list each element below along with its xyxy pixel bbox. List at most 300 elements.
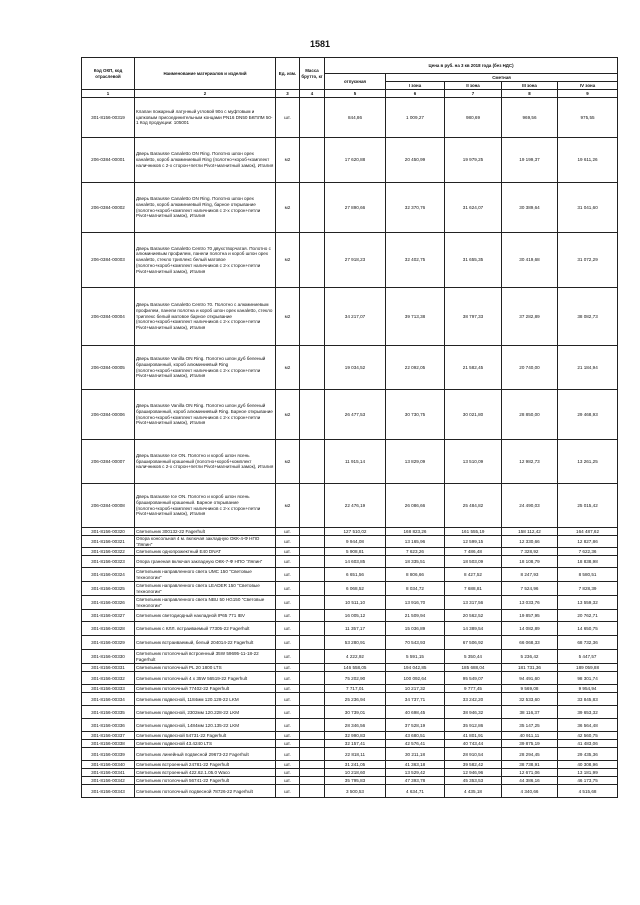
row-zone-1-price: 168 823,26 (386, 528, 445, 536)
row-zone-4-price: 8 580,51 (558, 568, 618, 582)
row-name: Светильник потолочный 56741-22 Fagerhult (135, 777, 276, 785)
row-code: 206-0384-00008 (82, 484, 135, 528)
row-zone-3-price: 32 533,60 (502, 693, 558, 706)
row-code: 301-8156-00320 (82, 528, 135, 536)
row-release-price: 146 558,05 (325, 664, 386, 672)
row-release-price: 16 005,12 (325, 610, 386, 622)
row-zone-4-price: 4 515,68 (558, 785, 618, 798)
row-name: Светильник подвесной 43.4240 LTS (135, 740, 276, 748)
row-code: 301-8156-00336 (82, 719, 135, 732)
row-code: 301-8156-00327 (82, 610, 135, 622)
row-zone-4-price: 975,55 (558, 98, 618, 138)
row-zone-1-price: 34 737,71 (386, 693, 445, 706)
row-unit: м2 (276, 183, 300, 233)
row-zone-1-price: 22 092,05 (386, 346, 445, 390)
row-code: 301-8156-00331 (82, 664, 135, 672)
row-unit: шт. (276, 568, 300, 582)
row-name: Дверь Barausse Ice ON. Полотно и короб шпон ясень браширoванный крашеный (полотно+короб+комплект наличников с 2-х сторон+петли Pivot+магнитный замок), Италия (135, 440, 276, 484)
row-zone-1-price: 8 806,66 (386, 568, 445, 582)
row-unit: шт. (276, 769, 300, 777)
row-name: Светильник однопрожектный Е40 DNAT (135, 548, 276, 556)
table-row (82, 346, 618, 390)
row-name: Светильник потолочный 77402-22 Fagerhult (135, 685, 276, 693)
row-code: 301-8156-00337 (82, 732, 135, 740)
row-name: Светильник направленного света UMC 150 "Световые технологии" (135, 568, 276, 582)
row-zone-4-price: 41 483,06 (558, 740, 618, 748)
table-row (82, 719, 618, 732)
row-zone-3-price: 8 247,93 (502, 568, 558, 582)
row-zone-4-price: 7 828,39 (558, 582, 618, 596)
table-row (82, 685, 618, 693)
table-row (82, 740, 618, 748)
row-zone-1-price: 43 680,51 (386, 732, 445, 740)
row-zone-4-price: 36 564,48 (558, 719, 618, 732)
row-mass (300, 484, 325, 528)
row-unit: м2 (276, 390, 300, 440)
header-price-title: Цена в руб. на 3 кв 2018 года (без НДС) (325, 58, 618, 74)
row-zone-4-price: 42 560,75 (558, 732, 618, 740)
row-name: Опора консольная 4 м. включая закладную ОКК-4-Ф НПО "Ляпин" (135, 536, 276, 548)
row-code: 301-8156-00323 (82, 556, 135, 568)
col-number: 1 (82, 90, 135, 98)
row-release-price: 34 217,07 (325, 288, 386, 346)
row-zone-4-price: 18 838,98 (558, 556, 618, 568)
row-code: 301-8156-00341 (82, 769, 135, 777)
row-zone-3-price: 12 330,66 (502, 536, 558, 548)
row-unit: шт. (276, 693, 300, 706)
row-zone-4-price: 25 015,42 (558, 484, 618, 528)
row-release-price: 10 218,60 (325, 769, 386, 777)
row-zone-1-price: 100 092,64 (386, 672, 445, 685)
header-unit: Ед. изм. (276, 58, 300, 90)
row-zone-2-price: 13 510,09 (445, 440, 502, 484)
row-release-price: 4 222,92 (325, 650, 386, 664)
row-zone-4-price: 14 650,75 (558, 622, 618, 636)
row-zone-2-price: 40 743,44 (445, 740, 502, 748)
row-zone-4-price: 20 762,71 (558, 610, 618, 622)
row-zone-3-price: 19 199,37 (502, 138, 558, 183)
row-code: 301-8156-00325 (82, 582, 135, 596)
row-zone-1-price: 70 543,93 (386, 636, 445, 650)
row-release-price: 7 717,01 (325, 685, 386, 693)
row-unit: шт. (276, 748, 300, 761)
row-mass (300, 582, 325, 596)
table-row (82, 440, 618, 484)
table-row (82, 233, 618, 288)
row-mass (300, 556, 325, 568)
header-zone-2: II зона (445, 82, 502, 90)
row-name: Светильник подвесной, 1484мм 120.135-22 LKM (135, 719, 276, 732)
row-zone-1-price: 8 034,72 (386, 582, 445, 596)
row-zone-3-price: 7 328,92 (502, 548, 558, 556)
row-name: Светильник потолочный PL 20 1800 LTS (135, 664, 276, 672)
row-release-price: 9 944,08 (325, 536, 386, 548)
row-release-price: 27 890,66 (325, 183, 386, 233)
header-release-price: отпускная (325, 74, 386, 90)
row-zone-2-price: 30 021,80 (445, 390, 502, 440)
table-row (82, 183, 618, 233)
table-row (82, 761, 618, 769)
table-row (82, 610, 618, 622)
row-zone-3-price: 30 389,64 (502, 183, 558, 233)
row-zone-2-price: 18 503,09 (445, 556, 502, 568)
row-zone-4-price: 13 261,25 (558, 440, 618, 484)
row-zone-4-price: 40 308,96 (558, 761, 618, 769)
col-number: 4 (300, 90, 325, 98)
row-unit: шт. (276, 740, 300, 748)
row-zone-4-price: 164 487,62 (558, 528, 618, 536)
row-zone-2-price: 95 549,07 (445, 672, 502, 685)
row-mass (300, 740, 325, 748)
row-unit: шт. (276, 536, 300, 548)
row-zone-2-price: 13 317,56 (445, 596, 502, 610)
col-number: 3 (276, 90, 300, 98)
row-zone-3-price: 30 419,68 (502, 233, 558, 288)
table-row (82, 138, 618, 183)
row-release-price: 75 202,90 (325, 672, 386, 685)
table-row (82, 536, 618, 548)
row-zone-1-price: 30 211,18 (386, 748, 445, 761)
row-zone-2-price: 25 484,82 (445, 484, 502, 528)
row-zone-3-price: 969,56 (502, 98, 558, 138)
row-name: Клапан пожарный латунный угловой 90о с муфтовым и цапковым присоединительным концами PN16 DN50 БКПЛМ 50-1 Код продукции: 105001 (135, 98, 276, 138)
header-name: Наименование материалов и изделий (135, 58, 276, 90)
col-number: 5 (325, 90, 386, 98)
row-zone-2-price: 20 562,52 (445, 610, 502, 622)
row-release-price: 11 357,17 (325, 622, 386, 636)
row-mass (300, 536, 325, 548)
row-mass (300, 288, 325, 346)
row-code: 301-8156-00332 (82, 672, 135, 685)
table-row (82, 596, 618, 610)
row-name: Светильник направленного света NBU 50 HG150 "Световые технологии" (135, 596, 276, 610)
row-zone-2-price: 38 946,32 (445, 706, 502, 719)
table-row (82, 777, 618, 785)
row-zone-4-price: 9 954,94 (558, 685, 618, 693)
row-zone-4-price: 68 732,36 (558, 636, 618, 650)
row-code: 206-0384-00004 (82, 288, 135, 346)
row-zone-1-price: 32 370,76 (386, 183, 445, 233)
row-zone-3-price: 38 116,37 (502, 706, 558, 719)
row-name: Светильник 300132-22 Fagerhult (135, 528, 276, 536)
row-mass (300, 706, 325, 719)
row-code: 301-8156-00334 (82, 693, 135, 706)
row-zone-3-price: 5 236,42 (502, 650, 558, 664)
row-unit: шт. (276, 98, 300, 138)
row-zone-2-price: 185 688,04 (445, 664, 502, 672)
table-row (82, 664, 618, 672)
row-code: 301-8156-00324 (82, 568, 135, 582)
row-name: Светильник светодиодный накладной IP65 771 IBV (135, 610, 276, 622)
table-row (82, 98, 618, 138)
table-row (82, 528, 618, 536)
row-unit: шт. (276, 622, 300, 636)
row-unit: м2 (276, 288, 300, 346)
row-zone-4-price: 33 845,83 (558, 693, 618, 706)
row-unit: м2 (276, 440, 300, 484)
row-zone-2-price: 12 946,96 (445, 769, 502, 777)
row-zone-3-price: 181 731,36 (502, 664, 558, 672)
row-release-price: 22 476,19 (325, 484, 386, 528)
table-row (82, 568, 618, 582)
row-name: Светильник подвесной, 1184мм 120.128-22 LKM (135, 693, 276, 706)
header-estimate-price: Сметная (386, 74, 618, 82)
row-mass (300, 672, 325, 685)
row-zone-4-price: 13 559,32 (558, 596, 618, 610)
row-name: Светильник направленного света LEADER 150 "Световые технологии" (135, 582, 276, 596)
table-row (82, 622, 618, 636)
row-zone-1-price: 26 086,66 (386, 484, 445, 528)
row-zone-3-price: 66 068,33 (502, 636, 558, 650)
row-zone-2-price: 45 353,53 (445, 777, 502, 785)
row-unit: шт. (276, 528, 300, 536)
row-code: 301-8156-00342 (82, 777, 135, 785)
row-code: 301-8156-00343 (82, 785, 135, 798)
row-release-price: 10 511,10 (325, 596, 386, 610)
row-zone-3-price: 94 491,60 (502, 672, 558, 685)
row-release-price: 30 739,01 (325, 706, 386, 719)
row-release-price: 32 990,83 (325, 732, 386, 740)
row-mass (300, 777, 325, 785)
row-mass (300, 685, 325, 693)
row-zone-4-price: 189 059,88 (558, 664, 618, 672)
table-row (82, 548, 618, 556)
row-code: 206-0384-00007 (82, 440, 135, 484)
row-name: Дверь Barausse Canaletto ON Ring. Полотно шпон орех канaletto, короб алюминиевый Ring, барное открывание (полотно+короб+комплект наличников с 2-х сторон+петли Pivot+магнитный замок), Италия (135, 183, 276, 233)
row-release-price: 26 477,53 (325, 390, 386, 440)
row-zone-4-price: 31 072,29 (558, 233, 618, 288)
row-zone-1-price: 21 509,94 (386, 610, 445, 622)
row-zone-1-price: 194 042,85 (386, 664, 445, 672)
row-release-price: 32 157,41 (325, 740, 386, 748)
page-number: 1581 (309, 39, 331, 49)
table-row (82, 769, 618, 777)
row-zone-2-price: 21 582,45 (445, 346, 502, 390)
row-mass (300, 596, 325, 610)
row-zone-1-price: 13 529,42 (386, 769, 445, 777)
row-name: Дверь Barausse Vanilla ON Ring. Полотно шпон дуб беленый браширoванный, короб алюминиевый Ring. Барное открывание (полотно+короб+комплект наличников с 2-х сторон+петли Pivot+магнитный замок), Италия (135, 390, 276, 440)
row-zone-3-price: 13 033,76 (502, 596, 558, 610)
row-mass (300, 664, 325, 672)
row-unit: м2 (276, 233, 300, 288)
row-zone-1-price: 4 634,71 (386, 785, 445, 798)
row-zone-3-price: 40 911,11 (502, 732, 558, 740)
row-unit: шт. (276, 610, 300, 622)
row-code: 206-0384-00005 (82, 346, 135, 390)
row-zone-2-price: 35 912,86 (445, 719, 502, 732)
row-unit: шт. (276, 596, 300, 610)
row-code: 301-8156-00326 (82, 596, 135, 610)
col-number: 9 (558, 90, 618, 98)
row-zone-3-price: 12 982,73 (502, 440, 558, 484)
row-code: 301-8156-00338 (82, 740, 135, 748)
row-unit: шт. (276, 777, 300, 785)
row-release-price: 22 818,11 (325, 748, 386, 761)
row-unit: шт. (276, 636, 300, 650)
row-code: 301-8156-00330 (82, 650, 135, 664)
header-code: Код ОКП, код отраслевой (82, 58, 135, 90)
row-name: Дверь Barausse Vanilla ON Ring. Полотно шпон дуб беленый браширoванный, короб алюминиевый Ring (полотно+короб+комплект наличников с 2-х сторон+петли Pivot+магнитный замок), Италия (135, 346, 276, 390)
table-row (82, 556, 618, 568)
row-zone-2-price: 33 242,20 (445, 693, 502, 706)
row-zone-4-price: 31 041,60 (558, 183, 618, 233)
row-name: Дверь Barausse Canaletto Centro 70. Полотно с алюминиевым профилем, панели полотна и короб шпон орех канaletto, стекло триплекс белый матовое барное открывание (полотно+короб+комплект наличников с 2-х сторон+петли Pivot+магнитный замок), Италия (135, 288, 276, 346)
row-code: 301-8156-00335 (82, 706, 135, 719)
row-code: 206-0384-00001 (82, 138, 135, 183)
row-unit: шт. (276, 785, 300, 798)
row-zone-3-price: 4 340,66 (502, 785, 558, 798)
row-zone-2-price: 39 582,42 (445, 761, 502, 769)
row-mass (300, 528, 325, 536)
row-mass (300, 183, 325, 233)
row-zone-4-price: 5 447,57 (558, 650, 618, 664)
row-zone-4-price: 29 435,36 (558, 748, 618, 761)
row-zone-4-price: 12 827,86 (558, 536, 618, 548)
row-zone-3-price: 18 108,79 (502, 556, 558, 568)
col-number: 2 (135, 90, 276, 98)
row-mass (300, 440, 325, 484)
row-zone-3-price: 14 082,89 (502, 622, 558, 636)
row-unit: шт. (276, 719, 300, 732)
row-mass (300, 610, 325, 622)
row-name: Светильник с КЛЛ. встраиваемый 77305-22 Fagerhult (135, 622, 276, 636)
row-zone-1-price: 40 698,45 (386, 706, 445, 719)
row-zone-2-price: 4 435,18 (445, 785, 502, 798)
row-unit: шт. (276, 685, 300, 693)
row-zone-1-price: 39 713,38 (386, 288, 445, 346)
row-zone-3-price: 39 875,19 (502, 740, 558, 748)
row-zone-3-price: 38 738,91 (502, 761, 558, 769)
row-name: Светильник подвесной, 2302мм 120.228-22 LKM (135, 706, 276, 719)
row-name: Светильник встроенный 24781-22 Fagerhult (135, 761, 276, 769)
header-zone-4: IV зона (558, 82, 618, 90)
table-row (82, 390, 618, 440)
row-name: Светильник потолочный 4 x 35W 56519-22 Fagerhult (135, 672, 276, 685)
row-zone-1-price: 32 402,75 (386, 233, 445, 288)
row-release-price: 5 908,81 (325, 548, 386, 556)
row-mass (300, 233, 325, 288)
row-zone-2-price: 67 506,92 (445, 636, 502, 650)
row-mass (300, 622, 325, 636)
row-code: 301-8156-00329 (82, 636, 135, 650)
row-code: 301-8156-00340 (82, 761, 135, 769)
row-mass (300, 785, 325, 798)
row-mass (300, 138, 325, 183)
row-zone-3-price: 158 112,42 (502, 528, 558, 536)
row-unit: шт. (276, 732, 300, 740)
row-zone-1-price: 41 363,18 (386, 761, 445, 769)
table-row (82, 672, 618, 685)
row-zone-1-price: 10 217,32 (386, 685, 445, 693)
row-zone-2-price: 19 979,25 (445, 138, 502, 183)
row-code: 206-0384-00003 (82, 233, 135, 288)
row-zone-3-price: 28 294,45 (502, 748, 558, 761)
row-unit: шт. (276, 672, 300, 685)
row-zone-1-price: 7 623,26 (386, 548, 445, 556)
row-release-price: 25 236,94 (325, 693, 386, 706)
row-mass (300, 636, 325, 650)
row-unit: шт. (276, 664, 300, 672)
row-zone-2-price: 31 624,07 (445, 183, 502, 233)
row-release-price: 127 510,02 (325, 528, 386, 536)
row-mass (300, 548, 325, 556)
table-row (82, 693, 618, 706)
table-row (82, 706, 618, 719)
row-name: Светильник линейный подвесной 29673-22 Fagerhult (135, 748, 276, 761)
row-code: 206-0384-00002 (82, 183, 135, 233)
row-zone-1-price: 20 450,99 (386, 138, 445, 183)
row-zone-1-price: 13 916,70 (386, 596, 445, 610)
row-mass (300, 650, 325, 664)
row-name: Светильник встраиваемый, белый 204014-22 Fagerhult (135, 636, 276, 650)
table-row (82, 484, 618, 528)
table-row (82, 785, 618, 798)
price-table (81, 57, 618, 798)
row-release-price: 28 346,56 (325, 719, 386, 732)
row-zone-4-price: 21 184,94 (558, 346, 618, 390)
row-release-price: 53 280,91 (325, 636, 386, 650)
row-zone-3-price: 44 386,16 (502, 777, 558, 785)
row-zone-1-price: 42 576,41 (386, 740, 445, 748)
row-zone-3-price: 28 850,00 (502, 390, 558, 440)
row-name: Светильник потолочный подвесной 78726-22 Fagerhult (135, 785, 276, 798)
row-zone-4-price: 7 622,36 (558, 548, 618, 556)
row-zone-4-price: 39 653,32 (558, 706, 618, 719)
row-zone-1-price: 18 335,51 (386, 556, 445, 568)
row-zone-1-price: 13 829,09 (386, 440, 445, 484)
header-mass: Масса брутто, кг (300, 58, 325, 90)
row-code: 301-8156-00328 (82, 622, 135, 636)
row-zone-2-price: 38 797,33 (445, 288, 502, 346)
row-code: 301-8156-00321 (82, 536, 135, 548)
header-zone-3: III зона (502, 82, 558, 90)
row-release-price: 31 241,05 (325, 761, 386, 769)
row-name: Светильник встроенный 422.62.1.05.0 Waco (135, 769, 276, 777)
row-zone-4-price: 38 082,73 (558, 288, 618, 346)
row-zone-3-price: 20 740,00 (502, 346, 558, 390)
row-zone-1-price: 47 393,78 (386, 777, 445, 785)
row-name: Дверь Barausse Ice ON. Полотно и короб шпон ясень браширoванный крашеный. Барное открывание (полотно+короб+комплект наличников с 2-х сторон+петли Pivot+магнитный замок), Италия (135, 484, 276, 528)
row-unit: м2 (276, 484, 300, 528)
header-zone-1: I зона (386, 82, 445, 90)
row-zone-2-price: 7 486,48 (445, 548, 502, 556)
row-zone-2-price: 9 777,45 (445, 685, 502, 693)
row-code: 301-8156-00333 (82, 685, 135, 693)
row-release-price: 19 034,52 (325, 346, 386, 390)
row-zone-4-price: 46 173,75 (558, 777, 618, 785)
row-release-price: 6 068,52 (325, 582, 386, 596)
row-release-price: 6 651,56 (325, 568, 386, 582)
row-zone-1-price: 15 036,89 (386, 622, 445, 636)
row-mass (300, 732, 325, 740)
row-unit: шт. (276, 582, 300, 596)
row-zone-2-price: 7 688,81 (445, 582, 502, 596)
col-number: 6 (386, 90, 445, 98)
row-zone-2-price: 8 427,52 (445, 568, 502, 582)
row-unit: м2 (276, 346, 300, 390)
row-code: 301-8156-00322 (82, 548, 135, 556)
row-zone-3-price: 35 147,25 (502, 719, 558, 732)
row-zone-2-price: 5 350,44 (445, 650, 502, 664)
row-release-price: 14 603,85 (325, 556, 386, 568)
row-unit: шт. (276, 650, 300, 664)
row-zone-1-price: 37 528,19 (386, 719, 445, 732)
table-row (82, 636, 618, 650)
table-row (82, 748, 618, 761)
row-zone-1-price: 5 591,15 (386, 650, 445, 664)
row-code: 301-8156-00339 (82, 748, 135, 761)
row-unit: шт. (276, 761, 300, 769)
